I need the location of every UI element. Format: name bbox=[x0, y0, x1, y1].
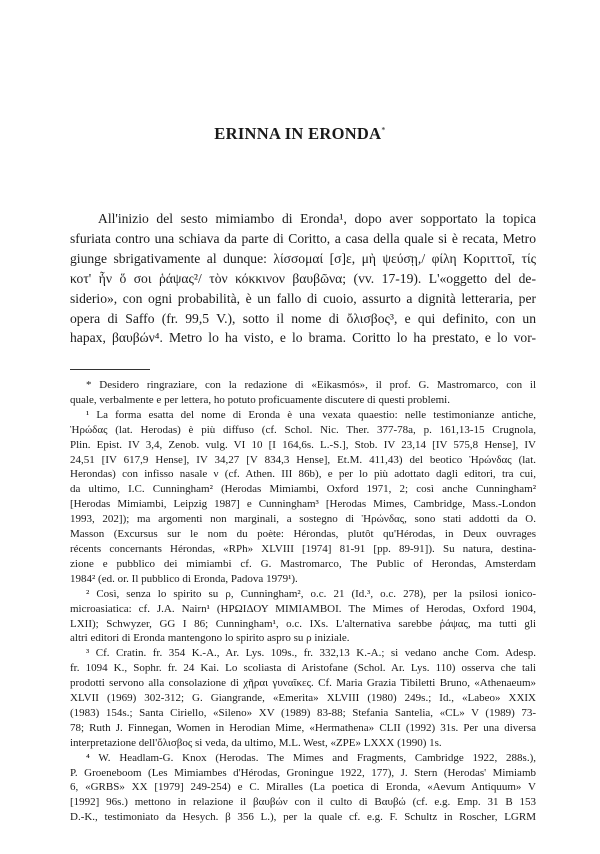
footnote-line: LXII); Schwyzer, GG I 86; Cunningham¹, o.c. IXs. L'alternativa sarebbe ῥάψας, ma tutti gli bbox=[70, 617, 536, 630]
footnote-line: Plin. Epist. IV 3,4, Zenob. vulg. VI 10 [I 164,6s. L.-S.], Stob. IV 23,14 [IV 575,8 Hense], IV bbox=[70, 438, 536, 451]
footnote-line: quale, verbalmente e per lettera, ho potuto proficuamente discutere di questi problemi. bbox=[70, 393, 450, 406]
footnote-line: (1983) 154s.; Santa Ciriello, «Sileno» XV (1989) 83-88; Stefania Santelia, «CL» V (1989) 73- bbox=[70, 706, 536, 719]
footnote-line: prodotti servono alla consolazione di χῆραι γυναῖκες. Cf. Maria Grazia Tibiletti Bruno, «Athenaeum» bbox=[70, 677, 536, 690]
footnote-line: P. Groeneboom (Les Mimiambes d'Hérodas, Groningue 1922, 177), J. Stern (Herodas' Mimiamb bbox=[70, 766, 536, 779]
footnote-line: zione e pubblico dei mimiambi cf. G. Mastromarco, The Public of Herondas, Amsterdam bbox=[70, 557, 536, 570]
footnote-line: fr. 1094 K., Sophr. fr. 24 Kai. Lo scoliasta di Aristofane (Schol. Ar. Lys. 110) osserva che tali bbox=[70, 662, 536, 675]
footnote-line: 78; Ruth J. Finnegan, Women in Herodian Mime, «Hermathena» CLII (1992) 31s. Per una diversa bbox=[70, 721, 536, 734]
footnote-line: 6, «GRBS» XX [1979] 249-254) e C. Miralles (La poetica di Eronda, «Aevum Antiquum» V bbox=[70, 781, 536, 794]
footnote-line: [Herodas Mimiambi, Leipzig 1987] e Cunningham³ [Herodas Mimes, Cambridge, Mass.-London bbox=[70, 498, 536, 511]
footnote-line: altri editori di Eronda mantengono lo spirito aspro su ρ iniziale. bbox=[70, 632, 350, 645]
footnote-line: * Desidero ringraziare, con la redazione di «Eikasmós», il prof. G. Mastromarco, con il bbox=[86, 379, 536, 391]
footnote-line: Ἡρώδας (lat. Herodas) è più diffuso (cf. Schol. Nic. Ther. 377-78a, p. 161,13-15 Crugnola, bbox=[70, 423, 536, 436]
footnote-line: Herondas) con infisso nasale ν (cf. Athen. III 86b), e per lo più adottato dagli editori, tra cui, bbox=[70, 468, 536, 481]
footnote-line: ³ Cf. Cratin. fr. 354 K.-A., Ar. Lys. 109s., fr. 332,13 K.-A.; si vedano anche Com. Adesp. bbox=[86, 647, 536, 660]
body-line: κοτ' ἦν ὅ σοι ῥάψας²/ τὸν κόκκινον βαυβῶνα; (vv. 17-19). L'«oggetto del de- bbox=[70, 270, 536, 286]
main-paragraph bbox=[70, 209, 536, 348]
body-line: giunge sbrigativamente al dunque: λίσσομαί [σ]ε, μὴ ψεύσῃ,/ φίλη Κοριττοῖ, τίς bbox=[70, 250, 536, 266]
footnote-line: D.-K., testimoniato da Hesych. β 356 L.), per la quale cf. e.g. F. Schultz in Roscher, LGRM bbox=[70, 811, 536, 824]
page-title bbox=[0, 124, 600, 144]
footnote-line: interpretazione dell'ὄλισβος si veda, da ultimo, M.L. West, «ZPE» LXXX (1990) 1s. bbox=[70, 736, 442, 749]
footnote-line: récents concernants Hérondas, «RPh» XLVIII [1974] 81-91 [pp. 89-91]). Su natura, destina- bbox=[70, 542, 536, 555]
footnote-line: ¹ La forma esatta del nome di Eronda è una vexata quaestio: nelle testimonianze antiche, bbox=[86, 408, 536, 421]
footnote-line: ² Così, senza lo spirito su ρ, Cunningham², o.c. 21 (Id.³, o.c. 278), per la psilosi ionico- bbox=[86, 587, 536, 600]
footnote-line: XLVII (1969) 302-312; G. Giangrande, «Emerita» XLVIII (1980) 249s.; Id., «Labeo» XXIX bbox=[70, 692, 536, 705]
footnotes bbox=[70, 378, 536, 825]
footnote-line: 24,51 [IV 617,9 Hense], IV 34,27 [V 834,3 Hense], Et.M. 411,43) del beotico Ἡρώνδας (lat. bbox=[70, 453, 536, 466]
footnote-separator bbox=[70, 369, 150, 370]
footnote-line: Masson (Excursus sur le nom du poète: Hérondas, plutôt qu'Hérodas, in Deux ouvrages bbox=[70, 528, 536, 541]
title-text: ERINNA IN ERONDA bbox=[214, 124, 382, 143]
footnote-line: ⁴ W. Headlam-G. Knox (Herodas. The Mimes and Fragments, Cambridge 1922, 288s.), bbox=[86, 751, 536, 764]
body-line: opera di Saffo (fr. 99,5 V.), sotto il nome di ὄλισβος³, e qui definito, con un bbox=[70, 310, 536, 326]
title-footnote-mark: * bbox=[381, 125, 386, 135]
body-line: sfuriata contro una schiava da parte di Coritto, a casa della quale si è recata, Metro bbox=[70, 230, 536, 246]
footnote-line: microasiatica: cf. J.A. Nairn¹ (ΗΡΩΙΔΟΥ ΜΙΜΙΑΜΒΟΙ. The Mimes of Herodas, Oxford 1904, bbox=[70, 602, 536, 615]
footnote-line: da ultimo, I.C. Cunningham² (Herodas Mimiambi, Oxford 1971, 2; così anche Cunningham² bbox=[70, 483, 536, 496]
footnote-line: 1993, 202]); ma argomenti non marginali, a sostegno di Ἡρώνδας, sono stati addotti da O. bbox=[70, 513, 536, 526]
body-line: siderio», con ogni probabilità, è un fallo di cuoio, assurto a dignità letteraria, per bbox=[70, 290, 536, 306]
footnote-line: [1992] 96s.) mettono in relazione il βαυβών con il culto di Βαυβώ (cf. e.g. Emp. 31 B 153 bbox=[70, 796, 536, 809]
body-line: All'inizio del sesto mimiambo di Eronda¹, dopo aver sopportato la topica bbox=[98, 211, 536, 226]
body-line: hapax, βαυβών⁴. Metro lo ha visto, e lo brama. Coritto lo ha prestato, e lo vor- bbox=[70, 330, 536, 346]
footnote-line: 1984² (ed. or. Il pubblico di Eronda, Padova 1979¹). bbox=[70, 572, 298, 585]
